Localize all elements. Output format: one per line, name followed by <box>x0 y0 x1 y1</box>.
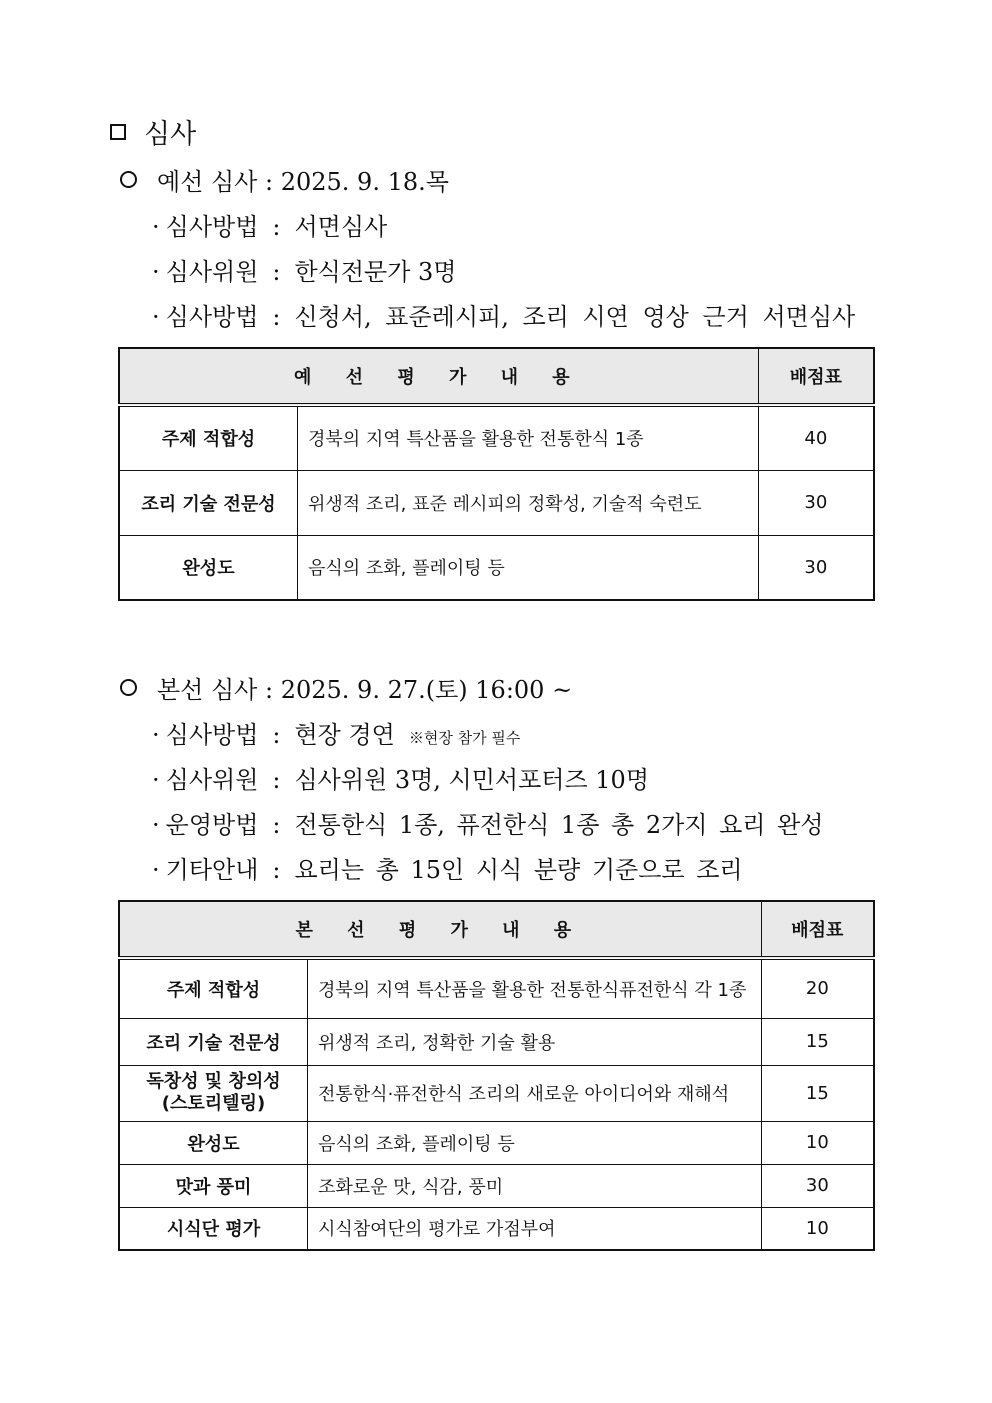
item-value: 서면심사 <box>294 213 388 241</box>
criterion-cell: 시식단 평가 <box>119 1207 308 1250</box>
content-cell: 위생적 조리, 표준 레시피의 정확성, 기술적 숙련도 <box>298 470 759 535</box>
item-sep: : <box>272 721 281 749</box>
score-cell: 30 <box>758 535 874 600</box>
prelim-item <box>152 207 387 242</box>
final-heading-text: 본선 심사 : 2025. 9. 27.(토) 16:00 ~ <box>157 676 573 704</box>
item-value: 심사위원 3명, 시민서포터즈 10명 <box>294 766 650 794</box>
prelim-eval-table <box>118 347 875 601</box>
item-sep: : <box>272 213 281 241</box>
table-row <box>119 958 874 1018</box>
prelim-heading-text: 예선 심사 : 2025. 9. 18.목 <box>157 168 449 196</box>
table-row <box>119 470 874 535</box>
item-label: 기타안내 <box>165 856 259 884</box>
prelim-heading <box>120 162 449 197</box>
item-label: 심사방법 <box>165 213 259 241</box>
item-value: 현장 경연 <box>294 721 395 749</box>
item-value: 한식전문가 3명 <box>294 258 457 286</box>
final-item <box>152 715 520 750</box>
score-cell: 20 <box>761 958 874 1018</box>
item-label: 심사방법 <box>165 303 259 331</box>
section-heading <box>110 112 196 151</box>
table-row <box>119 1121 874 1164</box>
circle-bullet-icon <box>120 679 137 696</box>
middot-bullet-icon: · <box>152 721 160 749</box>
item-sep: : <box>272 303 281 331</box>
item-sep: : <box>272 811 281 839</box>
table-header-score: 배점표 <box>761 901 874 958</box>
item-label: 운영방법 <box>165 811 259 839</box>
table-row <box>119 535 874 600</box>
table-row <box>119 1164 874 1207</box>
final-eval-table <box>118 900 875 1251</box>
section-title: 심사 <box>144 119 197 150</box>
criterion-cell: 완성도 <box>119 535 298 600</box>
middot-bullet-icon: · <box>152 856 160 884</box>
criterion-cell: 독창성 및 창의성 (스토리텔링) <box>119 1065 308 1121</box>
content-cell: 조화로운 맛, 식감, 풍미 <box>308 1164 762 1207</box>
criterion-cell: 완성도 <box>119 1121 308 1164</box>
item-sep: : <box>272 766 281 794</box>
content-cell: 위생적 조리, 정확한 기술 활용 <box>308 1018 762 1065</box>
item-note: ※현장 참가 필수 <box>408 729 521 747</box>
content-cell: 음식의 조화, 플레이팅 등 <box>308 1121 762 1164</box>
square-bullet-icon <box>110 124 126 140</box>
table-row <box>119 1018 874 1065</box>
item-value: 요리는 총 15인 시식 분량 기준으로 조리 <box>294 856 743 884</box>
score-cell: 30 <box>758 470 874 535</box>
item-value: 신청서, 표준레시피, 조리 시연 영상 근거 서면심사 <box>294 303 856 331</box>
middot-bullet-icon: · <box>152 811 160 839</box>
final-item <box>152 760 649 795</box>
score-cell: 10 <box>761 1121 874 1164</box>
item-label: 심사위원 <box>165 766 259 794</box>
item-sep: : <box>272 856 281 884</box>
final-item <box>152 805 823 840</box>
middot-bullet-icon: · <box>152 766 160 794</box>
table-row <box>119 1065 874 1121</box>
content-cell: 경북의 지역 특산품을 활용한 전통한식퓨전한식 각 1종 <box>308 958 762 1018</box>
table-header-score: 배점표 <box>758 348 874 405</box>
table-row <box>119 405 874 470</box>
score-cell: 10 <box>761 1207 874 1250</box>
content-cell: 경북의 지역 특산품을 활용한 전통한식 1종 <box>298 405 759 470</box>
criterion-cell: 주제 적합성 <box>119 958 308 1018</box>
score-cell: 40 <box>758 405 874 470</box>
content-cell: 음식의 조화, 플레이팅 등 <box>298 535 759 600</box>
criterion-cell: 조리 기술 전문성 <box>119 1018 308 1065</box>
criterion-cell: 맛과 풍미 <box>119 1164 308 1207</box>
middot-bullet-icon: · <box>152 258 160 286</box>
score-cell: 15 <box>761 1018 874 1065</box>
criterion-cell: 조리 기술 전문성 <box>119 470 298 535</box>
item-label: 심사위원 <box>165 258 259 286</box>
item-sep: : <box>272 258 281 286</box>
item-label: 심사방법 <box>165 721 259 749</box>
table-header-content: 본 선 평 가 내 용 <box>119 901 761 958</box>
prelim-item <box>152 297 855 332</box>
content-cell: 시식참여단의 평가로 가점부여 <box>308 1207 762 1250</box>
score-cell: 30 <box>761 1164 874 1207</box>
table-row <box>119 1207 874 1250</box>
final-item <box>152 850 743 885</box>
content-cell: 전통한식·퓨전한식 조리의 새로운 아이디어와 재해석 <box>308 1065 762 1121</box>
item-value: 전통한식 1종, 퓨전한식 1종 총 2가지 요리 완성 <box>294 811 824 839</box>
prelim-item <box>152 252 457 287</box>
final-heading <box>120 670 572 705</box>
table-header-content: 예 선 평 가 내 용 <box>119 348 758 405</box>
circle-bullet-icon <box>120 171 137 188</box>
criterion-cell: 주제 적합성 <box>119 405 298 470</box>
middot-bullet-icon: · <box>152 213 160 241</box>
score-cell: 15 <box>761 1065 874 1121</box>
middot-bullet-icon: · <box>152 303 160 331</box>
